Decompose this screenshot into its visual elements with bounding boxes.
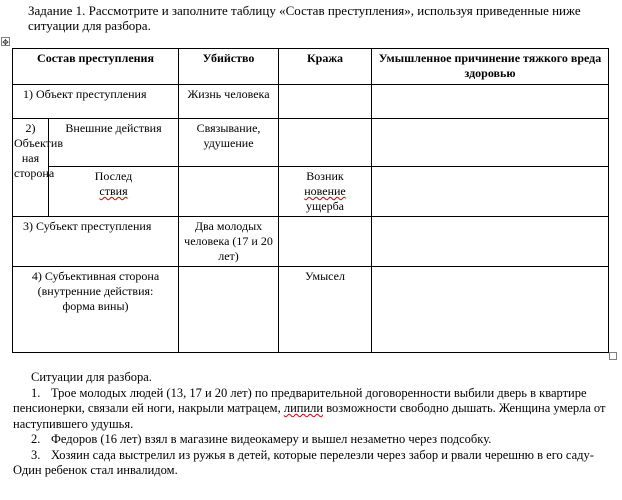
table-row-object bbox=[13, 85, 609, 119]
cell-subject-harm[interactable] bbox=[372, 217, 609, 267]
table-row-subjective bbox=[13, 267, 609, 353]
cell-subject-murder[interactable]: Два молодых человека (17 и 20 лет) bbox=[179, 217, 279, 267]
situation-number: 3. bbox=[31, 447, 41, 462]
situations-section bbox=[13, 370, 613, 479]
situation-text: Федоров (16 лет) взял в магазине видеокамеру и вышел незаметно через подсобку. bbox=[51, 432, 492, 446]
table-row-consequences bbox=[13, 167, 609, 217]
situation-number: 2. bbox=[31, 432, 41, 446]
situation-item bbox=[13, 448, 613, 479]
task-statement: Задание 1. Рассмотрите и заполните таблицу «Состав преступления», используя приведенные ниже ситуации для разбора. bbox=[28, 3, 581, 33]
situation-text-end: возможности свободно дышать. Женщина умерла от наступившего удушья. bbox=[13, 401, 606, 431]
cell-consequences-murder[interactable] bbox=[179, 167, 279, 217]
table-row-subject bbox=[13, 217, 609, 267]
cell-objective-label: 2) Объектив ная сторона bbox=[13, 119, 49, 217]
cell-subjective-theft[interactable]: Умысел bbox=[279, 267, 372, 353]
consequences-label-part2: ствия bbox=[99, 184, 128, 198]
situation-number: 1. bbox=[31, 385, 41, 400]
consequences-theft-part2: новение bbox=[304, 184, 346, 198]
situation-item bbox=[13, 432, 613, 448]
cell-subject-label: 3) Субъект преступления bbox=[13, 217, 179, 267]
header-murder: Убийство bbox=[179, 49, 279, 85]
crime-composition-table bbox=[12, 48, 609, 353]
cell-subject-theft[interactable] bbox=[279, 217, 372, 267]
table-resize-handle[interactable] bbox=[609, 352, 617, 360]
header-theft: Кража bbox=[279, 49, 372, 85]
cell-consequences-harm[interactable] bbox=[372, 167, 609, 217]
cell-actions-theft[interactable] bbox=[279, 119, 372, 167]
header-harm: Умышленное причинение тяжкого вреда здоровью bbox=[372, 49, 609, 85]
cell-actions-label: Внешние действия bbox=[49, 119, 179, 167]
consequences-theft-part3: ущерба bbox=[306, 199, 344, 213]
table-move-handle-icon[interactable] bbox=[1, 37, 10, 46]
cell-actions-harm[interactable] bbox=[372, 119, 609, 167]
cell-subjective-harm[interactable] bbox=[372, 267, 609, 353]
cell-object-label: 1) Объект преступления bbox=[13, 85, 179, 119]
cell-actions-murder[interactable]: Связывание, удушение bbox=[179, 119, 279, 167]
situation-text: Трое молодых людей (13, 17 и 20 лет) по предварительной договоренности выбили дверь в квартире пенсионерки, связали ей ноги, накрыли матрацем, bbox=[13, 385, 587, 415]
consequences-label-part1: Послед bbox=[94, 169, 133, 183]
situations-title: Ситуации для разбора. bbox=[31, 370, 152, 384]
cell-object-murder[interactable]: Жизнь человека bbox=[179, 85, 279, 119]
table-row-actions bbox=[13, 119, 609, 167]
cell-consequences-label bbox=[49, 167, 179, 217]
situation-text: Хозяин сада выстрелил из ружья в детей, которые перелезли через забор и рвали черешню в его саду- Один ребенок стал инвалидом. bbox=[13, 447, 594, 477]
situation-item bbox=[13, 386, 613, 433]
consequences-theft-part1: Возник bbox=[306, 169, 344, 183]
cell-consequences-theft[interactable] bbox=[279, 167, 372, 217]
cell-subjective-label: 4) Субъективная сторона (внутренние действия: форма вины) bbox=[13, 267, 179, 353]
cell-object-harm[interactable] bbox=[372, 85, 609, 119]
cell-subjective-murder[interactable] bbox=[179, 267, 279, 353]
header-composition: Состав преступления bbox=[13, 49, 179, 85]
table-header-row bbox=[13, 49, 609, 85]
situation-text-misspelled: липили bbox=[283, 401, 324, 415]
cell-object-theft[interactable] bbox=[279, 85, 372, 119]
